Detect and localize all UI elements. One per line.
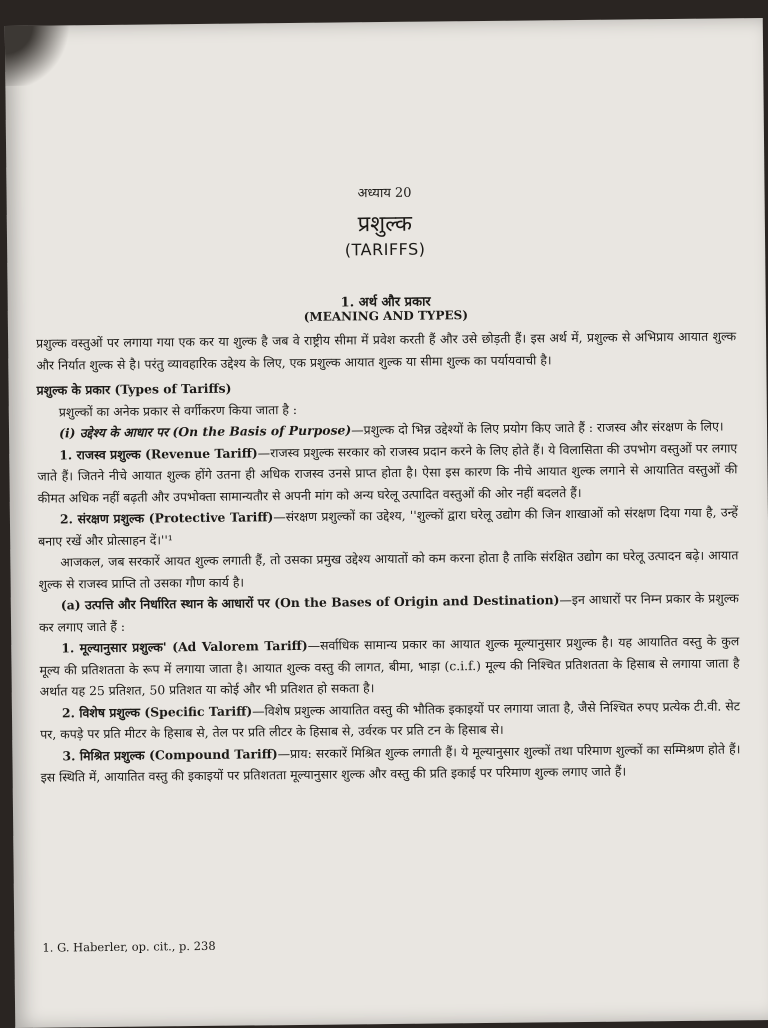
origin-text: —इन आधारों पर निम्न प्रकार के प्रशुल्क कर लगाए जाते हैं :: [38, 590, 739, 635]
origin-paragraph: [39, 587, 739, 637]
advalorem-paragraph: [39, 630, 740, 702]
section-heading-hindi: 1. अर्थ और प्रकार: [340, 294, 431, 311]
book-page: [5, 18, 768, 1028]
page-content: [33, 18, 743, 1027]
chapter-title-hindi: प्रशुल्क: [357, 211, 413, 238]
protective-label: 2. संरक्षण प्रशुल्क (Protective Tariff): [59, 509, 274, 527]
nowadays-paragraph: आजकल, जब सरकारें आयत शुल्क लगाती हैं, तो उसका प्रमुख उद्देश्य आयातों को कम करना होता है ताकि संरक्षित उद्योग का घरेलू उत्पादन बढ़े। आयात शुल्क से राजस्व प्राप्ति तो उसका गौण कार्य है।: [38, 547, 739, 592]
footnote: 1. G. Haberler, op. cit., p. 238: [42, 938, 216, 955]
specific-paragraph: [40, 695, 740, 745]
body-text: [36, 325, 741, 788]
origin-label: (a) उत्पत्ति और निर्धारित स्थान के आधारों पर (On the Bases of Origin and Destination): [60, 592, 560, 613]
intro-paragraph: प्रशुल्क वस्तुओं पर लगाया गया एक कर या शुल्क है जब वे राष्ट्रीय सीमा में प्रवेश करती हैं और उसे छोड़ती हैं। इस अर्थ में, प्रशुल्क से अभिप्राय आयात शुल्क और निर्यात शुल्क से है। परंतु व्यावहारिक उद्देश्य के लिए, एक प्रशुल्क आयात शुल्क या सीमा शुल्क का पर्यायवाची है।: [36, 328, 737, 373]
purpose-label: (i) उद्देश्य के आधार पर (On the Basis of Purpose): [58, 422, 352, 441]
advalorem-text: —सर्वाधिक सामान्य प्रकार का आयात शुल्क मूल्यानुसार प्रशुल्क है। यह आयातित वस्तु के कुल मूल्य की प्रतिशतता के रूप में लगाया जाता है। आयात शुल्क वस्तु की लागत, बीमा, भाड़ा (c.i.f.) मूल्य की निश्चित प्रतिशतता के हिसाब से लगाया जाता है अर्थात यह 25 प्रतिशत, 50 प्रतिशत या कोई और भी प्रतिशत हो सकता है।: [39, 633, 740, 699]
protective-text: —संरक्षण प्रशुल्कों का उद्देश्य, ''शुल्कों द्वारा घरेलू उद्योग की जिन शाखाओं को संरक्षण दिया गया है, उन्हें बनाए रखें और प्रोत्साहन दें।''¹: [38, 504, 738, 549]
purpose-text: —प्रशुल्क दो भिन्न उद्देश्यों के लिए प्रयोग किए जाते हैं : राजस्व और संरक्षण के लिए।: [351, 418, 724, 438]
revenue-label: 1. राजस्व प्रशुल्क (Revenue Tariff): [59, 444, 258, 462]
chapter-title-english: (TARIFFS): [344, 239, 426, 260]
compound-text: —प्राय: सरकारें मिश्रित शुल्क लगाती हैं। ये मूल्यानुसार शुल्कों तथा परिमाण शुल्कों का सम्मिश्रण होते हैं। इस स्थिति में, आयातित वस्तु की इकाइयों पर प्रतिशतता मूल्यानुसार शुल्क और वस्तु की प्रति इकाई पर परिमाण शुल्क लगाए जाते हैं।: [40, 740, 741, 785]
revenue-text: —राजस्व प्रशुल्क सरकार को राजस्व प्रदान करने के लिए होते हैं। ये विलासिता की उपभोग वस्तुओं पर लगाए जाते हैं। जितने नीचे आयात शुल्क होंगे उतना ही अधिक राजस्व उनसे प्राप्त होता है। ऐसा इस कारण कि नीचे आयात शुल्क लगाने से आयातित वस्तुओं की कीमत अधिक नहीं बढ़ती और उपभोक्ता सामान्यतौर से अपनी मांग को अन्य घरेलू उत्पादित वस्तुओं की ओर नहीं बदलते हैं।: [37, 439, 738, 506]
chapter-number: अध्याय 20: [357, 185, 412, 202]
protective-paragraph: [38, 501, 738, 551]
section-heading-english: (MEANING AND TYPES): [303, 308, 469, 324]
compound-paragraph: [40, 738, 740, 788]
types-intro: प्रशुल्कों का अनेक प्रकार से वर्गीकरण किया जाता है :: [58, 401, 298, 419]
revenue-paragraph: [37, 437, 738, 509]
advalorem-label: 1. मूल्यानुसार प्रशुल्क' (Ad Valorem Tariff): [61, 637, 308, 656]
specific-text: —विशेष प्रशुल्क आयातित वस्तु की भौतिक इकाइयों पर लगाया जाता है, जैसे निश्चित रुपए प्रत्येक टी.वी. सेट पर, कपड़े पर प्रति मीटर के हिसाब से, तेल पर प्रति लीटर के हिसाब से, उर्वरक पर प्रति टन के हिसाब से।: [40, 697, 741, 742]
compound-label: 3. मिश्रित प्रशुल्क (Compound Tariff): [62, 745, 278, 763]
types-heading: प्रशुल्क के प्रकार (Types of Tariffs): [36, 380, 232, 398]
specific-label: 2. विशेष प्रशुल्क (Specific Tariff): [61, 702, 253, 720]
